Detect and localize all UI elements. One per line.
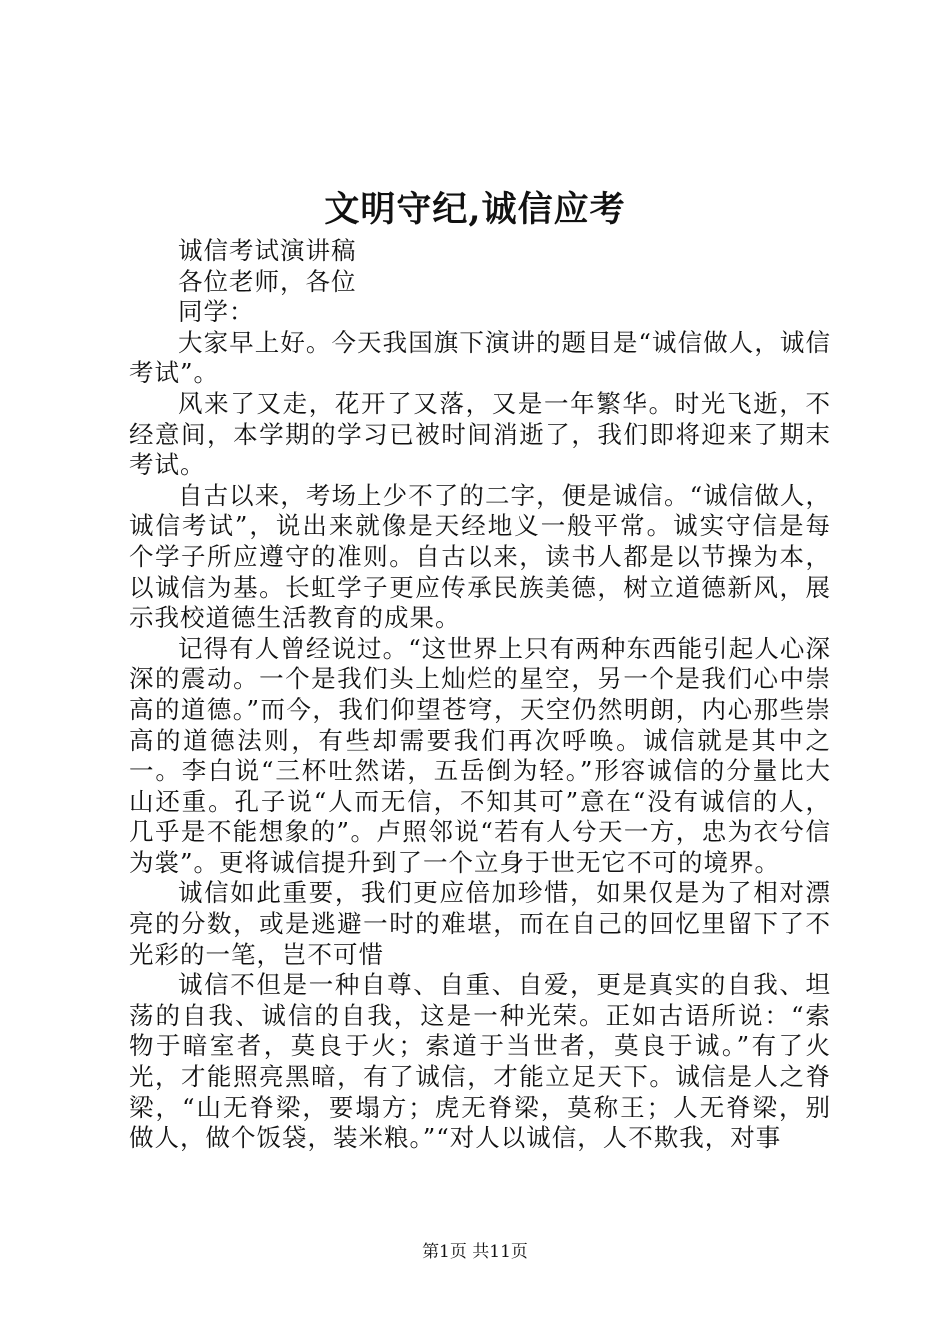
- paragraph: 诚信考试演讲稿: [178, 236, 357, 265]
- page-footer: 第1页 共11页: [422, 1242, 528, 1262]
- paragraph: 诚信如此重要，我们更应倍加珍惜，如果仅是为了相对漂亮的分数，或是逃避一时的难堪，而在自己的回忆里留下了不光彩的一笔，岂不可惜: [129, 878, 831, 969]
- paragraph: 自古以来，考场上少不了的二字，便是诚信。“诚信做人，诚信考试”，说出来就像是天经地义一般平常。诚实守信是每个学子所应遵守的准则。自古以来，读书人都是以节操为本，以诚信为基。长虹学子更应传承民族美德，树立道德新风，展示我校道德生活教育的成果。: [129, 480, 831, 633]
- paragraph: 记得有人曾经说过。“这世界上只有两种东西能引起人心深深的震动。一个是我们头上灿烂的星空，另一个是我们心中崇高的道德。”而今，我们仰望苍穹，天空仍然明朗，内心那些崇高的道德法则，有些却需要我们再次呼唤。诚信就是其中之一。李白说“三杯吐然诺，五岳倒为轻。”形容诚信的分量比大山还重。孔子说“人而无信，不知其可”意在“没有诚信的人，几乎是不能想象的”。卢照邻说“若有人兮天一方，忠为衣兮信为裳”。更将诚信提升到了一个立身于世无它不可的境界。: [129, 633, 831, 877]
- document-body: [129, 236, 831, 1154]
- paragraph: 大家早上好。今天我国旗下演讲的题目是“诚信做人，诚信考试”。: [129, 327, 831, 388]
- paragraph: 各位老师，各位: [178, 266, 357, 296]
- paragraph: 同学：: [178, 297, 255, 327]
- paragraph: 诚信不但是一种自尊、自重、自爱，更是真实的自我、坦荡的自我、诚信的自我，这是一种光荣。正如古语所说：“索物于暗室者，莫良于火；索道于当世者，莫良于诚。”有了火光，才能照亮黑暗，有了诚信，才能立足天下。诚信是人之脊梁，“山无脊梁，要塌方；虎无脊梁，莫称王；人无脊梁，别做人，做个饭袋，装米粮。”“对人以诚信，人不欺我，对事: [129, 970, 831, 1153]
- paragraph: 风来了又走，花开了又落，又是一年繁华。时光飞逝，不经意间，本学期的学习已被时间消逝了，我们即将迎来了期末考试。: [129, 388, 831, 480]
- document-title: 文明守纪,诚信应考: [324, 189, 626, 230]
